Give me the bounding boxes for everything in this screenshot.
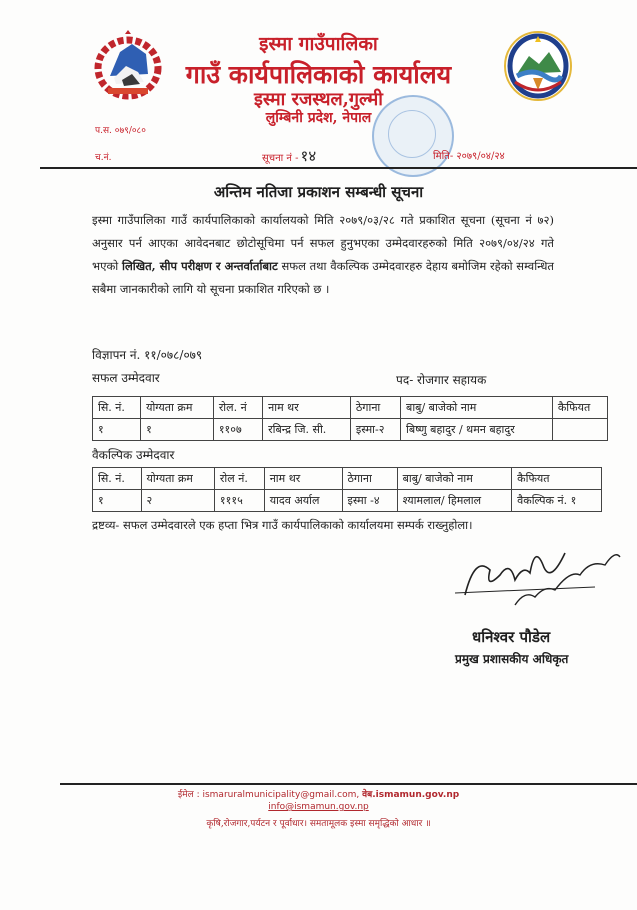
footer-email[interactable]: ईमेल : ismaruralmunicipality@gmail.com, xyxy=(177,790,363,800)
header-cell: योग्यता क्रम xyxy=(141,397,214,419)
office-address: इस्मा रजस्थल,गुल्मी xyxy=(254,89,383,110)
cell-name: यादव अर्याल xyxy=(264,490,342,512)
municipality-name: इस्मा गाउँपालिका xyxy=(259,33,378,55)
cell-merit-rank: १ xyxy=(141,419,214,441)
alternate-candidates-heading: वैकल्पिक उम्मेदवार xyxy=(92,448,175,462)
alternate-candidates-table xyxy=(92,467,602,512)
header-cell: बाबु/ बाजेको नाम xyxy=(401,397,553,419)
header-cell: ठेगाना xyxy=(342,468,397,490)
note-text: द्रष्टव्य- सफल उम्मेदवारले एक हप्ता भित्र गाउँ कार्यपालिकाको कार्यालयमा सम्पर्क राख्नुहोला। xyxy=(92,518,473,532)
table-row xyxy=(93,419,608,441)
province-name: लुम्बिनी प्रदेश, नेपाल xyxy=(265,110,372,126)
handwritten-signature xyxy=(455,535,625,615)
header-cell: सि. नं. xyxy=(93,468,142,490)
paragraph-text-1: इस्मा गाउँपालिका गाउँ कार्यपालिकाको कार्यालयको मिति २०७९/०३/२८ गते प्रकाशित सूचना (सूचना नं ७२) अनुसार पर्न आएका आवेदनबाट छोटोसूचिमा पर्न सफल हुनुभएका उम्मेदवारहरुको मिति २०७९/०४/२४ गते भएको xyxy=(92,213,554,273)
header-cell: सि. नं. xyxy=(93,397,141,419)
notice-date: मिति- २०७९/०४/२४ xyxy=(433,151,505,162)
header-cell: नाम थर xyxy=(263,397,351,419)
footer-contact xyxy=(0,787,637,800)
header-cell: रोल नं. xyxy=(214,468,264,490)
cell-parent-names: श्यामलाल/ हिमलाल xyxy=(397,490,512,512)
notice-paragraph xyxy=(92,209,554,301)
cell-name: रबिन्द्र जि. सी. xyxy=(263,419,351,441)
post-title: पद- रोजगार सहायक xyxy=(396,373,487,387)
footer-divider xyxy=(60,783,637,785)
header-divider xyxy=(40,167,637,169)
fiscal-year: प.स. ०७९/०८० xyxy=(95,126,146,136)
office-name: गाउँ कार्यपालिकाको कार्यालय xyxy=(185,60,452,89)
footer-email-2[interactable]: info@ismamun.gov.np xyxy=(268,802,369,812)
notice-number-label: सूचना नं - xyxy=(262,153,299,164)
footer-website[interactable]: वेब.ismamun.gov.np xyxy=(362,790,460,800)
paragraph-bold-text: लिखित, सीप परीक्षण र अन्तर्वार्ताबाट xyxy=(121,259,278,273)
table-header-row xyxy=(93,397,608,419)
cell-merit-rank: २ xyxy=(141,490,214,512)
dispatch-number: च.नं. xyxy=(95,153,112,163)
signatory-title: प्रमुख प्रशासकीय अधिकृत xyxy=(455,652,569,666)
notice-number-value: १४ xyxy=(300,147,317,165)
successful-candidates-table xyxy=(92,396,608,441)
notice-number xyxy=(262,146,316,166)
header-cell: कैफियत xyxy=(512,468,602,490)
advertisement-number: विज्ञापन नं. ११/०७८/०७९ xyxy=(92,348,203,362)
cell-remarks: वैकल्पिक नं. १ xyxy=(512,490,602,512)
header-cell: योग्यता क्रम xyxy=(141,468,214,490)
footer-slogan: कृषि,रोजगार,पर्यटन र पूर्वाधार। समतामूलक इस्मा समृद्धिको आधार ॥ xyxy=(206,819,431,829)
table-header-row xyxy=(93,468,602,490)
header-cell: ठेगाना xyxy=(350,397,400,419)
table-row xyxy=(93,490,602,512)
header-cell: नाम थर xyxy=(264,468,342,490)
header-cell: रोल. नं xyxy=(213,397,262,419)
cell-serial: १ xyxy=(93,490,142,512)
cell-serial: १ xyxy=(93,419,141,441)
signatory-name: धनिश्वर पौडेल xyxy=(472,628,551,646)
cell-roll-number: १११५ xyxy=(214,490,264,512)
cell-roll-number: ११०७ xyxy=(213,419,262,441)
header-cell: बाबु/ बाजेको नाम xyxy=(397,468,512,490)
notice-title: अन्तिम नतिजा प्रकाशन सम्बन्धी सूचना xyxy=(213,183,424,201)
successful-candidates-heading: सफल उम्मेदवार xyxy=(92,371,160,385)
header-cell: कैफियत xyxy=(552,397,607,419)
cell-address: इस्मा -४ xyxy=(342,490,397,512)
office-stamp-inner xyxy=(388,110,436,158)
paragraph-text-2: सफल तथा वैकल्पिक उम्मेदवारहरु देहाय बमोजिम रहेको सम्वन्धित सबैमा जानकारीको लागि यो सूचना प्रकाशित गरिएको छ । xyxy=(92,259,554,296)
cell-remarks xyxy=(552,419,607,441)
cell-parent-names: बिष्णु बहादुर / थमन बहादुर xyxy=(401,419,553,441)
cell-address: इस्मा-२ xyxy=(350,419,400,441)
